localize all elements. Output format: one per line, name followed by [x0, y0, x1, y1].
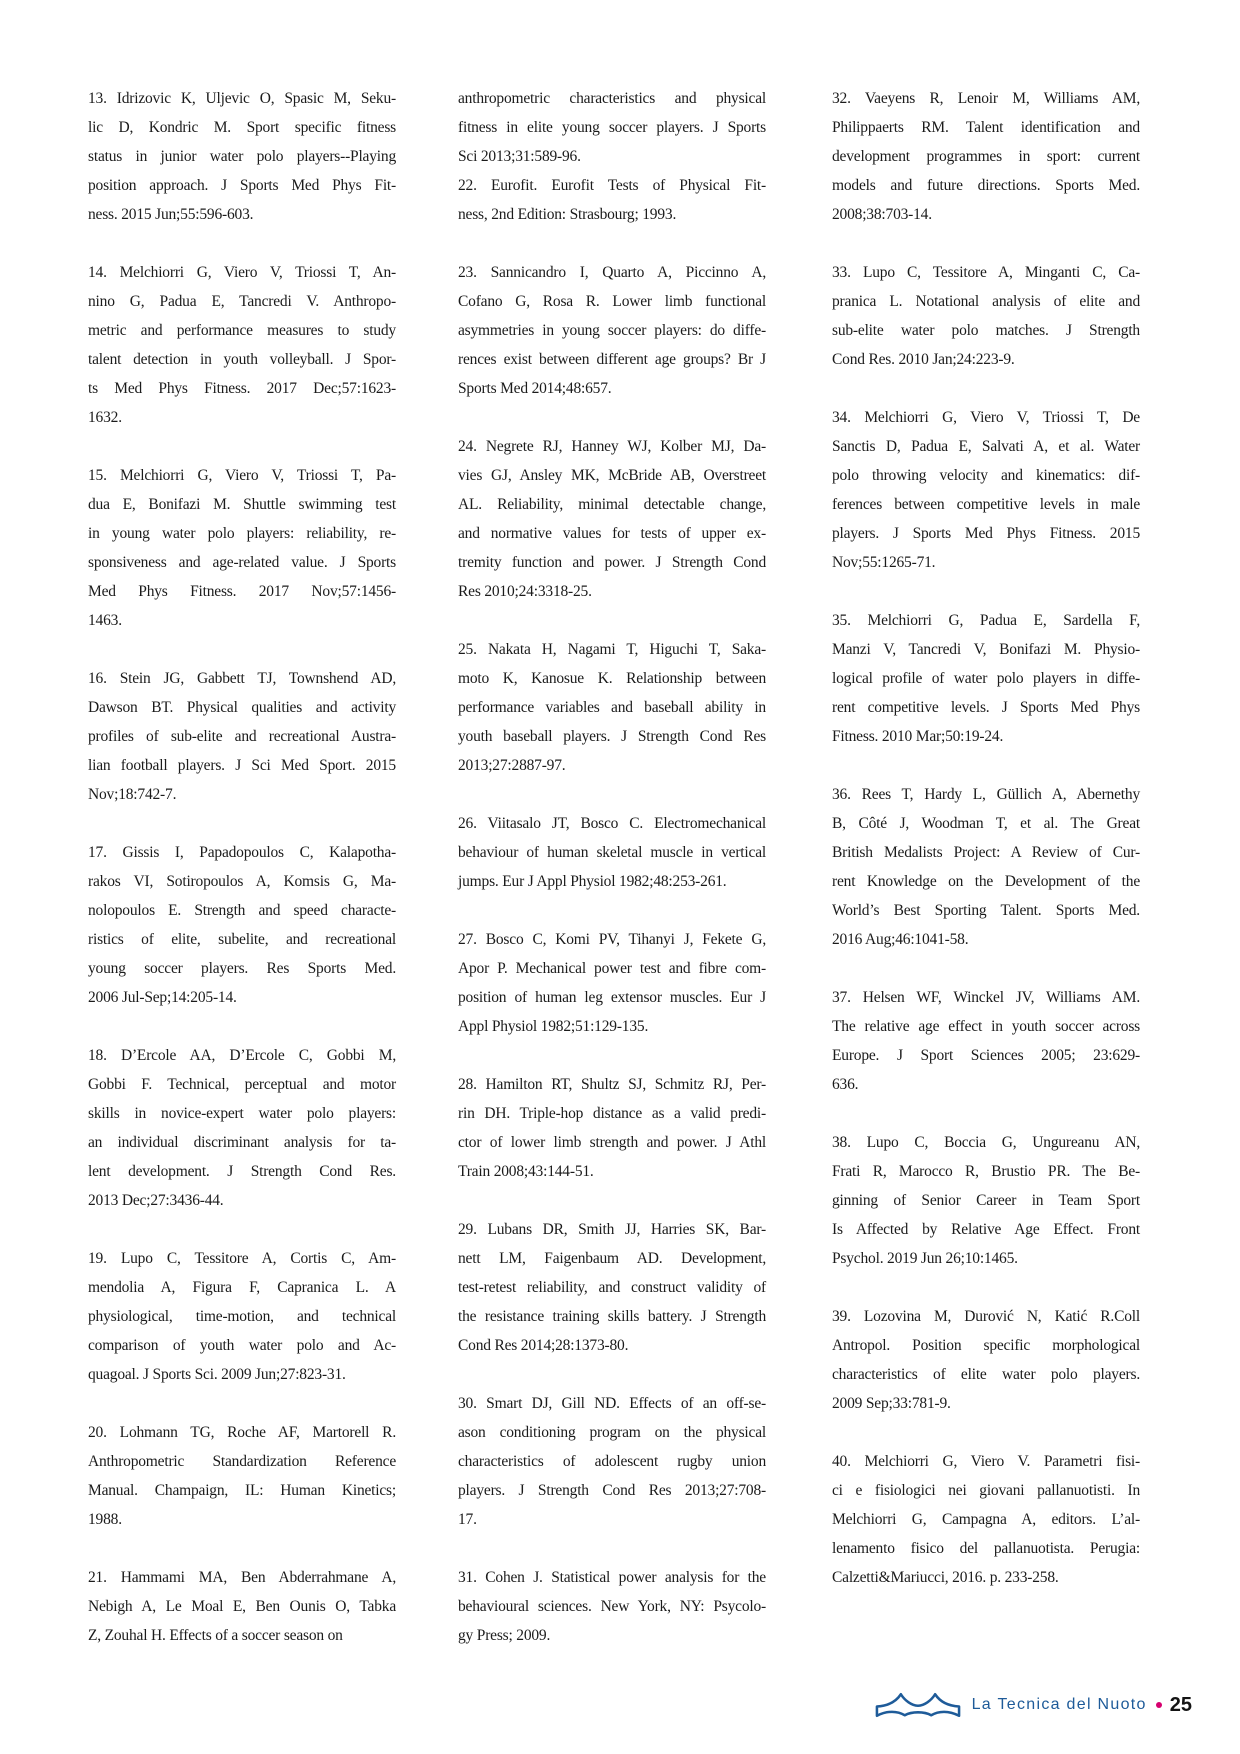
reference-line: 22. Eurofit. Eurofit Tests of Physical Fit- — [458, 177, 766, 194]
reference-line: 23. Sannicandro I, Quarto A, Piccinno A, — [458, 264, 766, 281]
brand-name: La Tecnica del Nuoto — [971, 1696, 1147, 1713]
reference-item — [832, 983, 1140, 1099]
reference-line: dua E, Bonifazi M. Shuttle swimming test — [88, 496, 396, 513]
reference-line: Sanctis D, Padua E, Salvati A, et al. Water — [832, 438, 1140, 455]
page-footer — [874, 1691, 1192, 1719]
reference-line: Manzi V, Tancredi V, Bonifazi M. Physio- — [832, 641, 1140, 658]
reference-item — [88, 1418, 396, 1534]
reference-item — [88, 838, 396, 1012]
reference-line: 25. Nakata H, Nagami T, Higuchi T, Saka- — [458, 641, 766, 658]
references-column-1 — [88, 84, 396, 1679]
reference-line: gy Press; 2009. — [458, 1627, 551, 1644]
reference-item — [458, 1563, 766, 1650]
reference-line: rences exist between different age groups? Br J — [458, 351, 766, 368]
reference-line: mendolia A, Figura F, Capranica L. A — [88, 1279, 396, 1296]
reference-line: rent Knowledge on the Development of the — [832, 873, 1140, 890]
reference-item — [832, 258, 1140, 374]
reference-line: lenamento fisico del pallanuotista. Perugia: — [832, 1540, 1140, 1557]
reference-line: the resistance training skills battery. J Strength — [458, 1308, 766, 1325]
reference-line: jumps. Eur J Appl Physiol 1982;48:253-261. — [458, 873, 727, 890]
reference-line: 2008;38:703-14. — [832, 206, 932, 223]
reference-item — [88, 461, 396, 635]
reference-line: rin DH. Triple-hop distance as a valid predi- — [458, 1105, 766, 1122]
reference-line: 21. Hammami MA, Ben Abderrahmane A, — [88, 1569, 396, 1586]
reference-line: pranica L. Notational analysis of elite and — [832, 293, 1140, 310]
reference-line: Nebigh A, Le Moal E, Ben Ounis O, Tabka — [88, 1598, 396, 1615]
reference-line: young soccer players. Res Sports Med. — [88, 960, 396, 977]
reference-line: AL. Reliability, minimal detectable change, — [458, 496, 766, 513]
reference-line: Med Phys Fitness. 2017 Nov;57:1456- — [88, 583, 396, 600]
reference-line: Appl Physiol 1982;51:129-135. — [458, 1018, 649, 1035]
reference-line: World’s Best Sporting Talent. Sports Med. — [832, 902, 1140, 919]
reference-line: logical profile of water polo players in diffe- — [832, 670, 1140, 687]
reference-line: position of human leg extensor muscles. Eur J — [458, 989, 766, 1006]
reference-line: 1988. — [88, 1511, 122, 1528]
reference-item — [458, 925, 766, 1041]
reference-line: 31. Cohen J. Statistical power analysis for the — [458, 1569, 766, 1586]
reference-line: youth baseball players. J Strength Cond Res — [458, 728, 766, 745]
reference-line: 36. Rees T, Hardy L, Güllich A, Abernethy — [832, 786, 1140, 803]
reference-item — [458, 1389, 766, 1534]
reference-line: players. J Strength Cond Res 2013;27:708- — [458, 1482, 766, 1499]
reference-line: ristics of elite, subelite, and recreational — [88, 931, 396, 948]
reference-item — [88, 1563, 396, 1650]
reference-line: Z, Zouhal H. Effects of a soccer season on — [88, 1627, 343, 1644]
reference-item — [458, 635, 766, 780]
reference-line: tremity function and power. J Strength Cond — [458, 554, 766, 571]
reference-item — [832, 780, 1140, 954]
reference-item — [832, 403, 1140, 577]
reference-line: British Medalists Project: A Review of Cur- — [832, 844, 1140, 861]
reference-line: skills in novice-expert water polo players: — [88, 1105, 396, 1122]
reference-line: anthropometric characteristics and physical — [458, 90, 766, 107]
reference-line: 26. Viitasalo JT, Bosco C. Electromechanical — [458, 815, 766, 832]
reference-line: Dawson BT. Physical qualities and activity — [88, 699, 396, 716]
reference-item — [832, 606, 1140, 751]
reference-line: 30. Smart DJ, Gill ND. Effects of an off-se- — [458, 1395, 766, 1412]
reference-line: status in junior water polo players--Playing — [88, 148, 396, 165]
reference-item — [458, 171, 766, 229]
reference-line: rakos VI, Sotiropoulos A, Komsis G, Ma- — [88, 873, 396, 890]
reference-item — [458, 258, 766, 403]
reference-item — [458, 809, 766, 896]
reference-line: ness, 2nd Edition: Strasbourg; 1993. — [458, 206, 677, 223]
reference-line: Cond Res. 2010 Jan;24:223-9. — [832, 351, 1015, 368]
reference-line: 15. Melchiorri G, Viero V, Triossi T, Pa- — [88, 467, 396, 484]
reference-line: ts Med Phys Fitness. 2017 Dec;57:1623- — [88, 380, 396, 397]
reference-line: fitness in elite young soccer players. J Sports — [458, 119, 766, 136]
reference-item — [832, 1447, 1140, 1592]
reference-line: metric and performance measures to study — [88, 322, 396, 339]
reference-line: rent competitive levels. J Sports Med Phys — [832, 699, 1140, 716]
reference-line: 40. Melchiorri G, Viero V. Parametri fisi- — [832, 1453, 1140, 1470]
reference-line: physiological, time-motion, and technical — [88, 1308, 396, 1325]
reference-item — [458, 432, 766, 606]
reference-line: asymmetries in young soccer players: do diffe- — [458, 322, 766, 339]
reference-line: 32. Vaeyens R, Lenoir M, Williams AM, — [832, 90, 1140, 107]
reference-line: Melchiorri G, Campagna A, editors. L’al- — [832, 1511, 1140, 1528]
reference-line: 37. Helsen WF, Winckel JV, Williams AM. — [832, 989, 1140, 1006]
reference-line: talent detection in youth volleyball. J Spor- — [88, 351, 396, 368]
reference-line: ci e fisiologici nei giovani pallanuotisti. In — [832, 1482, 1140, 1499]
page-number: 25 — [1169, 1693, 1192, 1716]
reference-line: Frati R, Marocco R, Brustio PR. The Be- — [832, 1163, 1140, 1180]
reference-line: Cofano G, Rosa R. Lower limb functional — [458, 293, 766, 310]
reference-line: test-retest reliability, and construct validity of — [458, 1279, 766, 1296]
reference-line: Nov;18:742-7. — [88, 786, 177, 803]
reference-line: 2006 Jul-Sep;14:205-14. — [88, 989, 237, 1006]
reference-line: ason conditioning program on the physical — [458, 1424, 766, 1441]
reference-line: 2016 Aug;46:1041-58. — [832, 931, 969, 948]
reference-line: Sports Med 2014;48:657. — [458, 380, 612, 397]
reference-item — [88, 258, 396, 432]
reference-line: Anthropometric Standardization Reference — [88, 1453, 396, 1470]
reference-line: The relative age effect in youth soccer across — [832, 1018, 1140, 1035]
reference-line: sub-elite water polo matches. J Strength — [832, 322, 1140, 339]
reference-line: ginning of Senior Career in Team Sport — [832, 1192, 1140, 1209]
reference-line: lian football players. J Sci Med Sport. 2015 — [88, 757, 396, 774]
reference-item — [832, 1128, 1140, 1273]
reference-line: 2013 Dec;27:3436-44. — [88, 1192, 224, 1209]
reference-line: and normative values for tests of upper ex- — [458, 525, 766, 542]
reference-line: Calzetti&Mariucci, 2016. p. 233-258. — [832, 1569, 1059, 1586]
reference-line: 14. Melchiorri G, Viero V, Triossi T, An- — [88, 264, 396, 281]
reference-line: Psychol. 2019 Jun 26;10:1465. — [832, 1250, 1018, 1267]
references-column-3 — [832, 84, 1140, 1621]
reference-line: behaviour of human skeletal muscle in vertical — [458, 844, 766, 861]
reference-line: 34. Melchiorri G, Viero V, Triossi T, De — [832, 409, 1140, 426]
reference-line: 39. Lozovina M, Durović N, Katić R.Coll — [832, 1308, 1140, 1325]
reference-line: sponsiveness and age-related value. J Sports — [88, 554, 396, 571]
reference-item — [458, 84, 766, 171]
reference-line: 1463. — [88, 612, 122, 629]
reference-line: 38. Lupo C, Boccia G, Ungureanu AN, — [832, 1134, 1140, 1151]
reference-line: 24. Negrete RJ, Hanney WJ, Kolber MJ, Da- — [458, 438, 766, 455]
reference-line: 18. D’Ercole AA, D’Ercole C, Gobbi M, — [88, 1047, 396, 1064]
reference-line: Sci 2013;31:589-96. — [458, 148, 581, 165]
reference-line: nino G, Padua E, Tancredi V. Anthropo- — [88, 293, 396, 310]
reference-line: 17. — [458, 1511, 477, 1528]
reference-item — [88, 1041, 396, 1215]
reference-line: ferences between competitive levels in male — [832, 496, 1140, 513]
reference-line: development programmes in sport: current — [832, 148, 1140, 165]
reference-line: Europe. J Sport Sciences 2005; 23:629- — [832, 1047, 1140, 1064]
reference-line: ctor of lower limb strength and power. J Athl — [458, 1134, 766, 1151]
reference-line: Antropol. Position specific morphological — [832, 1337, 1140, 1354]
reference-line: in young water polo players: reliability, re- — [88, 525, 396, 542]
reference-item — [458, 1215, 766, 1360]
reference-line: Nov;55:1265-71. — [832, 554, 936, 571]
reference-line: Apor P. Mechanical power test and fibre com- — [458, 960, 766, 977]
reference-line: 2013;27:2887-97. — [458, 757, 566, 774]
reference-line: behavioural sciences. New York, NY: Psycolo- — [458, 1598, 766, 1615]
reference-line: polo throwing velocity and kinematics: dif- — [832, 467, 1140, 484]
reference-line: B, Côté J, Woodman T, et al. The Great — [832, 815, 1140, 832]
reference-item — [458, 1070, 766, 1186]
reference-line: 29. Lubans DR, Smith JJ, Harries SK, Bar- — [458, 1221, 766, 1238]
reference-line: lic D, Kondric M. Sport specific fitness — [88, 119, 396, 136]
reference-line: 2009 Sep;33:781-9. — [832, 1395, 951, 1412]
reference-line: 636. — [832, 1076, 859, 1093]
reference-line: Manual. Champaign, IL: Human Kinetics; — [88, 1482, 396, 1499]
reference-line: 16. Stein JG, Gabbett TJ, Townshend AD, — [88, 670, 396, 687]
reference-line: characteristics of elite water polo players. — [832, 1366, 1140, 1383]
reference-item — [832, 1302, 1140, 1418]
reference-line: quagoal. J Sports Sci. 2009 Jun;27:823-31. — [88, 1366, 346, 1383]
reference-line: moto K, Kanosue K. Relationship between — [458, 670, 766, 687]
reference-line: players. J Sports Med Phys Fitness. 2015 — [832, 525, 1140, 542]
reference-line: Res 2010;24:3318-25. — [458, 583, 592, 600]
reference-line: 27. Bosco C, Komi PV, Tihanyi J, Fekete G, — [458, 931, 766, 948]
reference-line: ness. 2015 Jun;55:596-603. — [88, 206, 254, 223]
reference-line: Fitness. 2010 Mar;50:19-24. — [832, 728, 1004, 745]
reference-line: Gobbi F. Technical, perceptual and motor — [88, 1076, 396, 1093]
references-column-2 — [458, 84, 766, 1679]
reference-line: vies GJ, Ansley MK, McBride AB, Overstreet — [458, 467, 766, 484]
reference-item — [88, 84, 396, 229]
reference-item — [832, 84, 1140, 229]
reference-line: comparison of youth water polo and Ac- — [88, 1337, 396, 1354]
reference-line: 28. Hamilton RT, Shultz SJ, Schmitz RJ, Per- — [458, 1076, 766, 1093]
reference-line: characteristics of adolescent rugby union — [458, 1453, 766, 1470]
reference-line: 35. Melchiorri G, Padua E, Sardella F, — [832, 612, 1140, 629]
reference-line: profiles of sub-elite and recreational Austra- — [88, 728, 396, 745]
separator-dot-icon — [1156, 1702, 1162, 1708]
wave-logo-icon — [874, 1691, 962, 1719]
reference-line: Is Affected by Relative Age Effect. Front — [832, 1221, 1140, 1238]
reference-line: models and future directions. Sports Med. — [832, 177, 1140, 194]
reference-line: 13. Idrizovic K, Uljevic O, Spasic M, Seku- — [88, 90, 396, 107]
reference-line: 19. Lupo C, Tessitore A, Cortis C, Am- — [88, 1250, 396, 1267]
reference-line: nett LM, Faigenbaum AD. Development, — [458, 1250, 766, 1267]
reference-item — [88, 664, 396, 809]
reference-item — [88, 1244, 396, 1389]
reference-line: lent development. J Strength Cond Res. — [88, 1163, 396, 1180]
reference-line: 17. Gissis I, Papadopoulos C, Kalapotha- — [88, 844, 396, 861]
reference-line: Cond Res 2014;28:1373-80. — [458, 1337, 629, 1354]
reference-line: performance variables and baseball ability in — [458, 699, 766, 716]
reference-line: nolopoulos E. Strength and speed characte- — [88, 902, 396, 919]
reference-line: position approach. J Sports Med Phys Fit- — [88, 177, 396, 194]
reference-line: 33. Lupo C, Tessitore A, Minganti C, Ca- — [832, 264, 1140, 281]
reference-line: 1632. — [88, 409, 122, 426]
reference-line: Train 2008;43:144-51. — [458, 1163, 594, 1180]
reference-line: 20. Lohmann TG, Roche AF, Martorell R. — [88, 1424, 396, 1441]
reference-line: an individual discriminant analysis for ta- — [88, 1134, 396, 1151]
reference-line: Philippaerts RM. Talent identification and — [832, 119, 1140, 136]
